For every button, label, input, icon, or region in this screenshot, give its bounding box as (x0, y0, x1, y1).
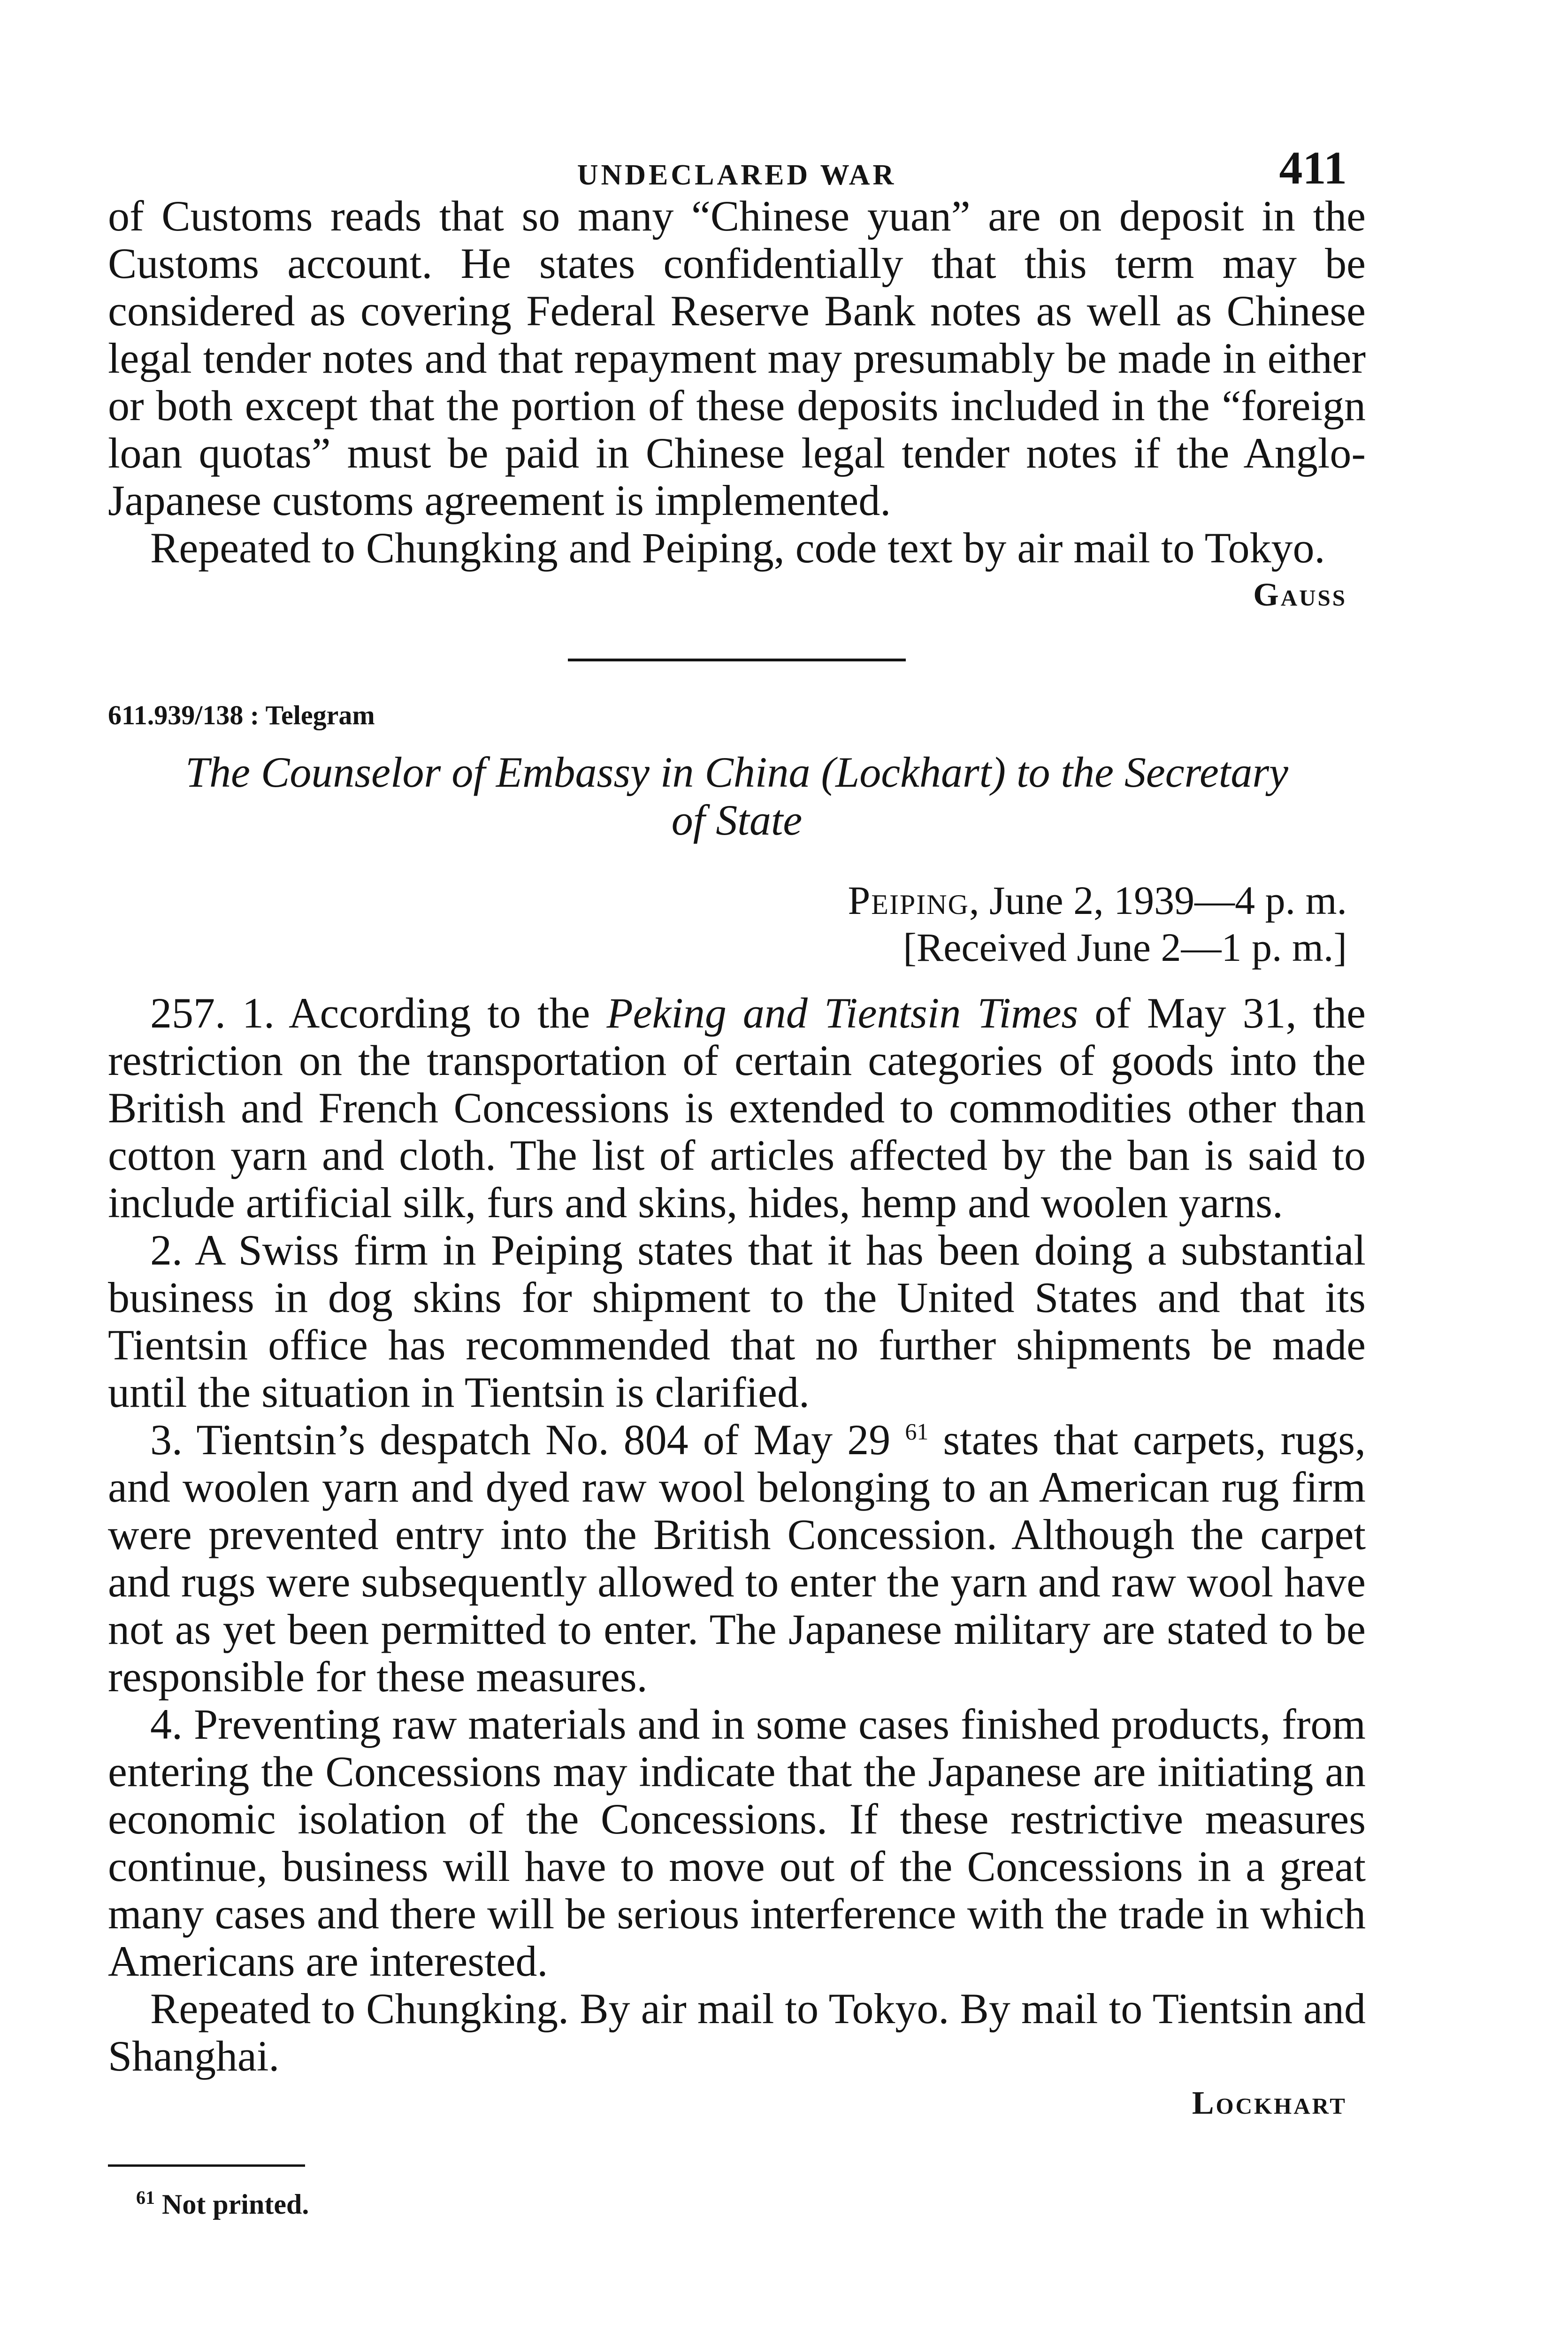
paragraph-2: 2. A Swiss firm in Peiping states that it has been doing a substantial business in dog skins for shipment to the United States and that its Tientsin office has recommended that no further shipments be made until the situation in Tientsin is clarified. (108, 1226, 1366, 1416)
paragraph-4: 4. Preventing raw materials and in some cases finished products, from entering the Concessions may indicate that the Japanese are initiating an economic isolation of the Concessions. If these restrictive measures continue, business will have to move out of the Concessions in a great many cases and there will be serious interference with the trade in which Americans are interested. (108, 1700, 1366, 1985)
section-separator (568, 659, 906, 661)
paragraph-3-lead: 3. Tientsin’s despatch No. 804 of May 29 (150, 1416, 905, 1464)
paragraph-1 (108, 989, 1366, 1227)
document-title (127, 748, 1347, 844)
signature-gauss: Gauss (1253, 577, 1347, 613)
newspaper-title: Peking and Tientsin Times (606, 989, 1078, 1037)
continuation-paragraph: of Customs reads that so many “Chinese yuan” are on deposit in the Customs account. He states confidentially that this term may be considered as covering Federal Reserve Bank notes as well as Chinese legal tender notes and that repayment may presumably be made in either or both except that the portion of these deposits included in the “foreign loan quotas” must be paid in Chinese legal tender notes if the Anglo-Japanese customs agreement is implemented. (108, 192, 1366, 524)
running-head (108, 141, 1366, 192)
paragraph-5: Repeated to Chungking. By air mail to Tokyo. By mail to Tientsin and Shanghai. (108, 1985, 1366, 2080)
document-title-line-1: The Counselor of Embassy in China (Lockhart) to the Secretary (185, 748, 1288, 796)
footnote-reference: 61 (905, 1418, 929, 1445)
document-title-line-2: of State (671, 796, 803, 844)
paragraph-1-rest: of May 31, the restriction on the transportation of certain categories of goods into the British and French Concessions is extended to commodities other than cotton yarn and cloth. The list of articles affected by the ban is said to include artificial silk, furs and skins, hides, hemp and woolen yarns. (108, 989, 1366, 1227)
signature-lockhart: Lockhart (1192, 2085, 1347, 2121)
file-reference: 611.939/138 : Telegram (108, 700, 375, 730)
dateline-date: , June 2, 1939—4 p. m. (969, 878, 1347, 923)
repeated-note-paragraph: Repeated to Chungking and Peiping, code text by air mail to Tokyo. (150, 524, 1325, 572)
footnote-text: Not printed. (162, 2189, 309, 2220)
paragraph-3 (108, 1416, 1366, 1701)
footnote-rule (108, 2164, 305, 2167)
page-number: 411 (1279, 142, 1347, 194)
footnote (108, 2186, 1366, 2223)
running-title: UNDECLARED WAR (577, 159, 897, 191)
footnote-mark: 61 (136, 2187, 155, 2208)
document-page (108, 141, 1366, 2223)
received-line: [Received June 2—1 p. m.] (903, 925, 1347, 970)
dateline-place: Peiping (848, 878, 969, 923)
paragraph-1-lead: 257. 1. According to the (150, 989, 607, 1037)
paragraph-3-rest: states that carpets, rugs, and woolen yarn and dyed raw wool belonging to an American rug firm were prevented entry into the British Concession. Although the carpet and rugs were subsequently allowed to enter the yarn and raw wool have not as yet been permitted to enter. The Japanese military are stated to be responsible for these measures. (108, 1416, 1366, 1701)
dateline (108, 877, 1366, 924)
